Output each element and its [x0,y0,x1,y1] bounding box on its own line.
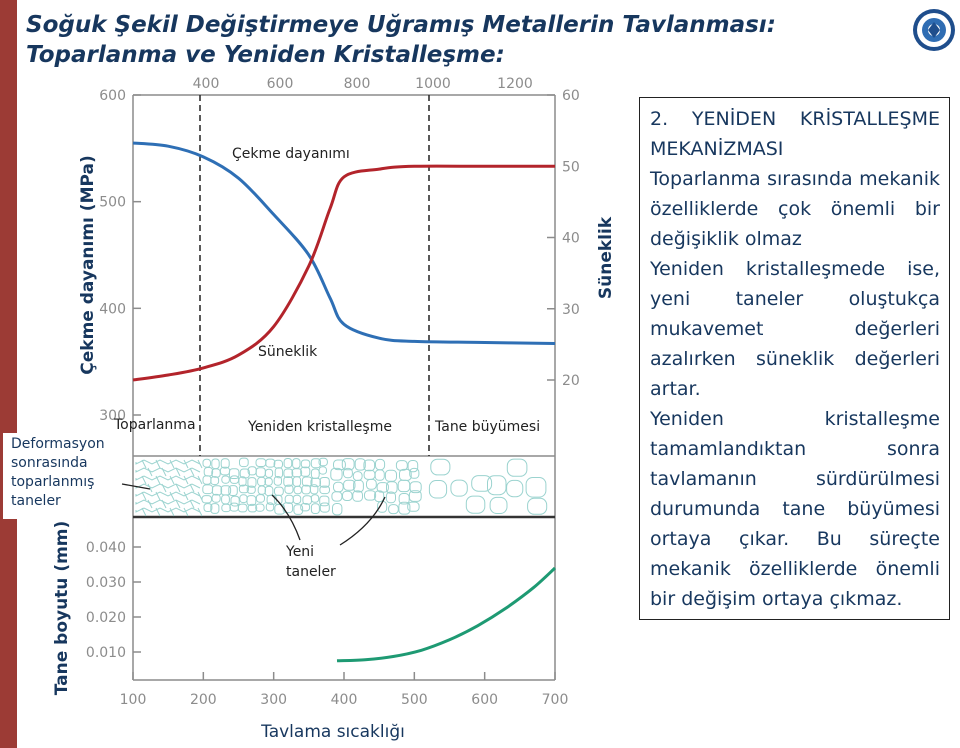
grain-cell [211,477,219,485]
top-tick-label: 800 [343,76,371,92]
grain-cell [375,470,384,480]
deformed-grains-label: Deformasyon sonrasında toparlanmış taneler [3,433,117,519]
new-grains-label-line1: Yeni [286,544,315,560]
deformed-grain-line [136,476,200,480]
grain-cell [396,461,407,471]
title-line-1: Soğuk Şekil Değiştirmeye Uğramış Metallerin Tavlanması: [26,12,776,38]
deformed-grain-line [136,508,200,512]
section-heading: 2. YENİDEN KRİSTALLEŞME MEKANİZMASI [650,108,940,160]
deformed-grain-line [136,492,200,496]
grain-cell [331,468,342,480]
grain-cell [238,504,247,512]
top-tick-label: 1000 [415,76,451,92]
grain-cell [365,491,376,500]
paragraph-grain-growth: Yeniden kristalleşme tamamlandıktan sonra tavlamanın sürdürülmesi durumunda tane büyümesi ortaya çıkar. Bu süreçte mekanik özelliklerde önemli bir değişim ortaya çıkmaz. [650,408,940,610]
grain-cell [293,459,300,469]
grain-cell [302,485,310,494]
top-tick-label: 400 [192,76,220,92]
grain-size-tick-label: 0.020 [85,610,126,626]
grain-cell [292,469,302,477]
top-tick-label: 1200 [497,76,533,92]
grain-cell [221,459,229,468]
grain-size-tick-label: 0.030 [85,575,126,591]
grain-cell [265,486,273,495]
deformed-grain-boundary [198,492,202,500]
university-logo [912,8,956,52]
grain-cell [203,476,211,485]
grain-cell [507,480,523,496]
grain-cell [333,504,342,515]
grain-size-curve [337,568,555,661]
grain-cell [332,492,342,501]
grain-cell [389,505,399,514]
grain-cell [466,496,485,513]
temperature-tick-label: 700 [541,692,569,708]
grain-cell [212,486,221,495]
grain-cell [528,498,547,514]
temperature-axis-ticks [120,672,569,708]
grain-cell [320,503,329,512]
grain-cell [293,477,301,487]
grain-cell [265,469,272,477]
ductility-curve [133,166,555,380]
grain-cell [343,491,353,500]
top-tick-label: 600 [266,76,294,92]
grain-cell [222,495,230,504]
grain-cell [319,467,326,474]
deformed-grain-boundary [162,484,166,492]
strength-tick-label: 400 [99,301,126,318]
region-label-recrystallization: Yeniden kristalleşme [248,419,392,435]
region-label-grain-growth: Tane büyümesi [435,419,541,435]
grain-cell [285,495,293,503]
grain-cell [311,495,318,503]
grain-cell [256,495,264,503]
grain-cell [274,460,282,468]
temperature-tick-label: 300 [260,692,288,708]
grain-cell [258,477,266,485]
strength-curve-label: Çekme dayanımı [232,146,350,162]
deformed-grain-boundary [198,508,202,516]
grain-cell [334,482,344,491]
grain-cell [364,470,375,479]
grain-cell [203,459,211,467]
grain-cell [202,496,212,503]
deformed-grain-boundary [162,500,166,508]
grain-size-axis-title: Tane boyutu (mm) [52,520,72,696]
grain-cell [230,476,238,484]
strength-tick-label: 600 [99,88,126,104]
grain-cell [311,469,319,478]
grain-cell [311,504,319,514]
temperature-tick-label: 600 [471,692,499,708]
ductility-axis-title: Süneklik [596,216,616,300]
grain-cell [266,459,275,467]
ductility-tick-label: 60 [562,88,580,104]
grain-cell [526,478,546,498]
grain-cell [385,470,396,481]
temperature-tick-label: 200 [189,692,217,708]
grain-cell [490,497,507,513]
grain-cell [353,472,362,481]
grain-cell [367,479,377,489]
strength-tick-label: 300 [99,408,126,424]
grain-cell [212,459,219,469]
title-line-2: Toparlanma ve Yeniden Kristalleşme: [26,42,505,68]
grain-cell [256,468,265,477]
grain-cell [293,495,301,503]
top-tick-labels [193,76,533,92]
grain-cell [294,486,301,494]
grain-cell [212,494,220,502]
grain-cell [258,486,265,494]
grain-cell [429,481,446,499]
temperature-tick-label: 400 [330,692,358,708]
microstructure-strip [136,458,547,516]
grain-cell [256,459,266,467]
grain-cell [203,485,213,494]
deformed-grain-boundary [198,460,202,468]
strength-tick-label: 500 [99,194,126,211]
deformed-grain-boundary [162,468,166,476]
grain-cell [240,495,247,503]
deformed-grain-boundary [198,476,202,484]
grain-cell [265,478,272,485]
ductility-tick-label: 40 [562,230,580,247]
ductility-tick-label: 50 [562,159,580,176]
grain-size-tick-label: 0.040 [85,540,126,556]
grain-cell [507,459,527,476]
new-grains-label-line2: taneler [286,564,336,580]
strength-axis-title: Çekme dayanımı (MPa) [78,155,98,375]
grain-cell [451,480,467,496]
paragraph-recrystallization: Yeniden kristalleşmede ise, yeni taneler oluştukça mukavemet değerleri azalırken süneklik değerleri artar. [650,258,940,400]
strength-curve [133,143,555,344]
grain-cell [222,504,231,511]
temperature-tick-label: 100 [119,692,147,708]
grain-cell [275,487,284,495]
grain-size-tick-label: 0.010 [85,645,126,661]
explanation-textbox [639,97,950,620]
temperature-tick-label: 500 [400,692,428,708]
deformed-grain-line [136,460,200,464]
grain-cell [431,459,450,475]
ductility-tick-label: 20 [562,373,580,389]
grain-cell [222,476,230,483]
temperature-axis-title: Tavlama sıcaklığı [261,722,405,742]
region-label-recovery: Toparlanma [114,417,196,433]
paragraph-recovery: Toparlanma sırasında mekanik özelliklerde çok önemli bir değişiklik olmaz [650,168,940,250]
grain-cell [398,480,410,491]
grain-cell [284,459,292,468]
grain-cell [376,459,385,469]
strength-axis-ticks [99,88,141,424]
ductility-curve-label: Süneklik [258,344,318,360]
ductility-tick-label: 30 [562,301,580,318]
new-grains-arrow-2 [340,497,385,545]
grain-cell [240,458,249,467]
